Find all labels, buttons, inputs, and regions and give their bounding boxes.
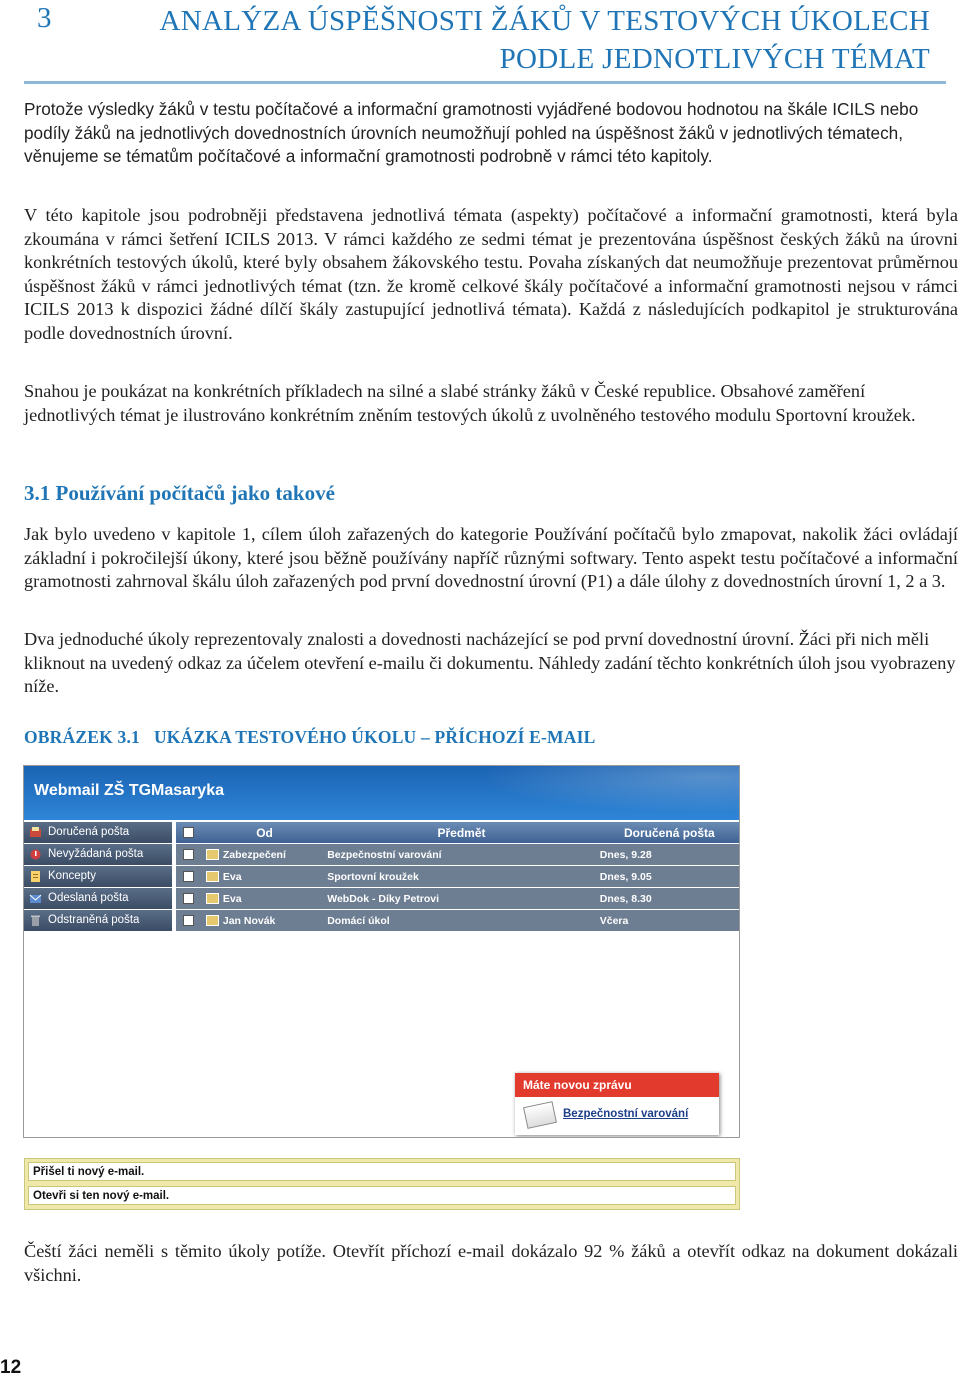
row-date: Dnes, 8.30 xyxy=(599,892,652,905)
paragraph-topics: V této kapitole jsou podrobněji představena jednotlivá témata (aspekty) počítačové a informační gramotnosti, která byla zkoumána v rámci šetření ICILS 2013. V rámci každého ze sedmi témat je prezentována úspěšnost českých žáků na úrovni konkrétních testových úkolů, které byly obsahem žákovského testu. Povaha získaných dat neumožňuje prezentovat průměrnou úspěšnost žáků v rámci jednotlivých témat (tzn. že kromě celkové škály počítačové a informační gramotnosti nejsou v rámci ICILS 2013 k dispozici žádné dílčí škály zastupující jednotlivá témata). Každá z následujících podkapitol je strukturována podle dovednostních úrovní. xyxy=(24,205,958,343)
row-subject: Domácí úkol xyxy=(327,914,390,927)
table-row[interactable] xyxy=(176,866,739,887)
row-subject: WebDok - Díky Petrovi xyxy=(327,892,440,905)
sidebar-item-sent[interactable] xyxy=(24,888,172,909)
paragraph-intro: Protože výsledky žáků v testu počítačové a informační gramotnosti vyjádřené bodovou hodnotou na škále ICILS nebo podíly žáků na jednotlivých dovednostních úrovních neumožňují pohled na úspěšnost žáků v jednotlivých tématech, věnujeme se tématům počítačové a informační gramotnosti podrobně v rámci této kapitoly. xyxy=(24,99,919,167)
webmail-header xyxy=(24,766,739,820)
row-date: Včera xyxy=(599,914,629,927)
sidebar-item-spam[interactable] xyxy=(24,844,172,865)
table-row[interactable] xyxy=(176,888,739,909)
row-from: Jan Novák xyxy=(222,914,276,927)
figure-label: OBRÁZEK 3.1 xyxy=(24,727,140,747)
envelope-icon xyxy=(206,893,219,904)
row-date: Dnes, 9.05 xyxy=(599,870,652,883)
figure-caption-text: UKÁZKA TESTOVÉHO ÚKOLU – PŘÍCHOZÍ E-MAIL xyxy=(153,727,596,747)
row-checkbox[interactable] xyxy=(176,893,202,904)
trash-icon xyxy=(29,914,42,927)
message-table xyxy=(176,822,739,931)
paragraph-results: Čeští žáci neměli s těmito úkoly potíže. Otevřít příchozí e-mail dokázalo 92 % žáků a otevřít odkaz na dokument dokázali všichni. xyxy=(24,1241,958,1285)
paragraph-computer-use: Jak bylo uvedeno v kapitole 1, cílem úloh zařazených do kategorie Používání počítačů bylo zmapovat, nakolik žáci ovládají základní i pokročilejší úkony, které jsou běžně používány napříč různými softwary. Tento aspekt testu počítačové a informační gramotnosti zahrnoval škálu úloh zařazených pod první dovednostní úrovní (P1) a dále úlohy z dovednostních úrovní 1, 2 a 3. xyxy=(24,524,958,592)
row-from: Eva xyxy=(222,892,242,905)
inbox-icon xyxy=(29,826,42,839)
paragraph-aim: Snahou je poukázat na konkrétních příkladech na silné a slabé stránky žáků v České republice. Obsahové zaměření jednotlivých témat je ilustrováno konkrétním zněním testových úkolů z uvolněného testového modulu Sportovní kroužek. xyxy=(24,381,916,425)
sidebar-item-drafts[interactable] xyxy=(24,866,172,887)
row-checkbox[interactable] xyxy=(176,849,202,860)
task-line-2: Otevři si ten nový e-mail. xyxy=(28,1186,736,1205)
sent-icon xyxy=(29,892,42,905)
chapter-number: 3 xyxy=(37,2,52,34)
select-all-checkbox[interactable] xyxy=(176,827,202,838)
sidebar-item-deleted[interactable] xyxy=(24,910,172,931)
sidebar-item-label: Doručená pošta xyxy=(48,826,130,838)
envelope-icon xyxy=(206,849,219,860)
row-checkbox[interactable] xyxy=(176,871,202,882)
sidebar-item-label: Odstraněná pošta xyxy=(48,914,140,926)
notification-link[interactable]: Bezpečnostní varování xyxy=(563,1108,689,1120)
webmail-sidebar xyxy=(24,822,172,932)
column-header-from[interactable]: Od xyxy=(256,825,273,840)
new-mail-notification xyxy=(515,1073,719,1135)
figure-caption xyxy=(24,727,596,748)
chapter-title-line1: ANALÝZA ÚSPĚŠNOSTI ŽÁKŮ V TESTOVÝCH ÚKOLECH xyxy=(159,5,930,37)
envelope-icon xyxy=(523,1101,557,1129)
row-date: Dnes, 9.28 xyxy=(599,848,652,861)
table-header xyxy=(176,822,739,843)
paragraph-simple-tasks: Dva jednoduché úkoly reprezentovaly znalosti a dovednosti nacházející se pod první dovednostní úrovní. Žáci při nich měli kliknout na uvedený odkaz za účelem otevření e-mailu či dokumentu. Náhledy zadání těchto konkrétních úloh jsou vyobrazeny níže. xyxy=(24,629,956,697)
column-header-subject[interactable]: Předmět xyxy=(437,825,486,840)
row-subject: Bezpečnostní varování xyxy=(327,848,442,861)
page-number: 12 xyxy=(0,1357,22,1378)
notification-header: Máte novou zprávu xyxy=(515,1073,719,1097)
column-header-date[interactable]: Doručená pošta xyxy=(624,825,715,840)
task-instructions xyxy=(24,1158,740,1210)
row-from: Eva xyxy=(222,870,242,883)
table-row[interactable] xyxy=(176,910,739,931)
webmail-screenshot xyxy=(23,765,740,1138)
task-line-1: Přišel ti nový e-mail. xyxy=(28,1162,736,1181)
webmail-title: Webmail ZŠ TGMasaryka xyxy=(34,782,224,799)
envelope-icon xyxy=(206,871,219,882)
chapter-title xyxy=(160,2,930,78)
row-from: Zabezpečení xyxy=(222,848,286,861)
sidebar-item-label: Nevyžádaná pošta xyxy=(48,848,144,860)
row-checkbox[interactable] xyxy=(176,915,202,926)
table-row[interactable] xyxy=(176,844,739,865)
row-subject: Sportovní kroužek xyxy=(327,870,419,883)
section-heading: 3.1 Používání počítačů jako takové xyxy=(24,481,335,505)
spam-icon xyxy=(29,848,42,861)
chapter-rule xyxy=(24,81,946,84)
header-decoration xyxy=(439,766,739,820)
sidebar-item-inbox[interactable] xyxy=(24,822,172,843)
contact-icon xyxy=(206,915,219,926)
sidebar-item-label: Odeslaná pošta xyxy=(48,892,129,904)
sidebar-item-label: Koncepty xyxy=(48,870,96,882)
drafts-icon xyxy=(29,870,42,883)
chapter-title-line2: PODLE JEDNOTLIVÝCH TÉMAT xyxy=(499,43,930,75)
